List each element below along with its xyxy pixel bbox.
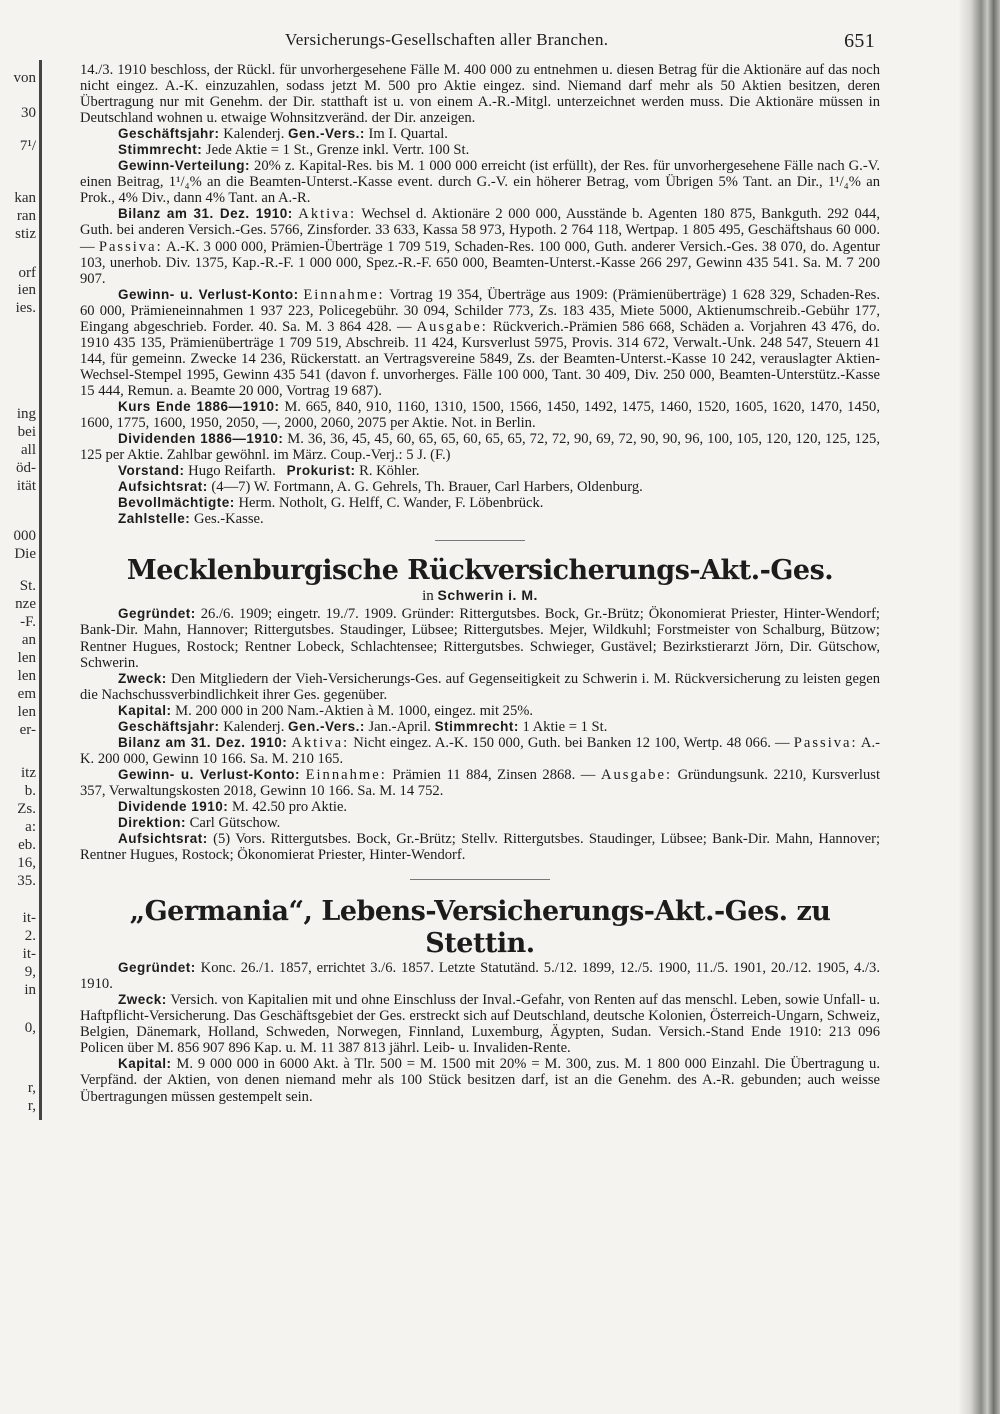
margin-fragment: kan <box>14 190 36 206</box>
aufsichtsrat-paragraph <box>80 479 880 495</box>
field-label: Dividenden 1886—1910: <box>118 431 284 447</box>
margin-fragment: 16, <box>17 855 36 871</box>
field-label: Gen.-Vers.: <box>288 126 365 142</box>
field-label: Zweck: <box>118 992 167 1008</box>
margin-fragment: 7¹/ <box>19 138 36 154</box>
field-label: Gewinn- u. Verlust-Konto: <box>118 286 299 302</box>
field-label: Gegründet: <box>118 960 196 976</box>
field-value: (4—7) W. Fortmann, A. G. Gehrels, Th. Brauer, Carl Harbers, Oldenburg. <box>211 479 643 496</box>
gegruendet-paragraph <box>80 960 880 992</box>
bevollmaechtigte-paragraph <box>80 495 880 511</box>
field-value: A.-K. 3 000 000, Prämien-Überträge 1 709 519, Schaden-Res. 100 000, Guth. anderer Versich.-Ges. 38 070, do. Agentur 103, unerhob. Div. 1375, Kap.-R.-F. 1 000 000, Spez.-R.-F. 650 000, Beamten-Unterst.-Kasse 266 297, Gewinn 435 541. Sa. M. 7 200 907. <box>80 238 881 287</box>
field-label: Prokurist: <box>286 463 356 479</box>
margin-fragment: 30 <box>21 105 36 121</box>
margin-fragment: -F. <box>20 614 36 630</box>
gewinn-verteilung-paragraph <box>80 158 880 206</box>
aufsichtsrat-paragraph <box>80 831 880 863</box>
margin-fragment: bei <box>17 424 36 440</box>
field-value: Vortrag 19 354, Überträge aus 1909: (Prämienüberträge) 1 628 329, Schaden-Res. 60 000, Prämieneinnahmen 1 937 223, Policegebühr. 30 094, Schilder 773, Zs. 183 435, Miete 5000, Aktienumschreib.-Gebühr 177, Eingang abgeschrieb. Forder. 40. Sa. M. 3 864 428. — <box>80 286 880 335</box>
field-value: A.-K. 200 000, Gewinn 10 166. Sa. M. 210 165. <box>80 734 880 767</box>
margin-fragment: nze <box>15 596 36 612</box>
kapital-paragraph <box>80 1056 880 1104</box>
margin-fragment: Zs. <box>17 801 36 817</box>
dividenden-paragraph <box>80 431 880 463</box>
field-label: Gen.-Vers.: <box>288 718 365 734</box>
field-value: Kalenderj. <box>223 718 285 735</box>
field-value: Konc. 26./1. 1857, errichtet 3./6. 1857. Letzte Statutänd. 5./12. 1899, 12./5. 1900, 11./5. 1901, 20./12. 1905, 4./3. 1910. <box>80 960 880 993</box>
field-label: Stimmrecht: <box>118 142 203 158</box>
margin-fragment: 0, <box>24 1020 36 1036</box>
field-label: Geschäftsjahr: <box>118 126 220 142</box>
margin-fragment: an <box>21 632 36 648</box>
location-name: Schwerin i. M. <box>437 587 538 604</box>
zweck-paragraph <box>80 992 880 1056</box>
field-value: Den Mitgliedern der Vieh-Versicherungs-Ges. auf Gegenseitigkeit zu Schwerin i. M. Rückversicherung zu leisten gegen die Nachschussverbindlichkeit ihrer Ges. gegenüber. <box>80 670 880 703</box>
margin-fragment: Die <box>14 546 36 562</box>
aktiva-label: Aktiva: <box>298 206 357 223</box>
margin-fragment: in <box>24 982 36 998</box>
field-label: Aufsichtsrat: <box>118 479 208 495</box>
kapital-paragraph <box>80 703 880 719</box>
section-divider <box>410 879 550 880</box>
margin-fragment: len <box>17 668 36 684</box>
kurs-paragraph <box>80 399 880 431</box>
field-label: Kurs Ende 1886—1910: <box>118 398 280 414</box>
ausgabe-label: Ausgabe: <box>416 318 488 335</box>
margin-fragment: all <box>21 442 36 458</box>
direktion-paragraph <box>80 815 880 831</box>
field-value: Gründungsunk. 2210, Kursverlust 357, Verwaltungskosten 2018, Gewinn 10 166. Sa. M. 14 752. <box>80 766 881 799</box>
passiva-label: Passiva: <box>793 734 858 751</box>
field-label: Gewinn- u. Verlust-Konto: <box>118 766 301 782</box>
company-title: Mecklenburgische Rückversicherungs-Akt.-Ges. <box>126 555 834 587</box>
margin-fragment: b. <box>24 783 36 799</box>
einnahme-label: Einnahme: <box>305 766 387 783</box>
intro-paragraph: 14./3. 1910 beschloss, der Rückl. für unvorhergesehene Fälle M. 400 000 zu entnehmen u. diesen Betrag für die Aktionäre auf das noch nicht eingez. A.-K. einzuzahlen, sodass jetzt M. 500 pro Aktie eingez. sind. Niemand darf mehr als 50 Aktien besitzen, deren Übertragung nur mit Genehm. der Dir. statthaft ist u. von einem A.-R.-Mitgl. unterzeichnet werden muss. Die Aktionäre müssen in Deutschland wohnen u. etwaige Wohnsitzveränd. der Dir. anzeigen. <box>80 62 880 127</box>
field-label: Kapital: <box>118 1056 172 1072</box>
margin-fragment: 35. <box>17 873 36 889</box>
field-label: Bilanz am 31. Dez. 1910: <box>118 206 293 222</box>
field-value: Kalenderj. <box>223 126 285 143</box>
field-value: M. 42.50 pro Aktie. <box>231 798 348 815</box>
margin-fragment: ies. <box>15 300 36 316</box>
margin-fragment: ität <box>16 478 36 494</box>
zahlstelle-paragraph <box>80 511 880 527</box>
margin-fragment: 9, <box>24 964 36 980</box>
field-label: Vorstand: <box>118 463 185 479</box>
vorstand-paragraph <box>80 463 880 479</box>
adjacent-page-margin <box>0 60 42 1120</box>
margin-fragment: eb. <box>18 837 36 853</box>
margin-fragment: von <box>13 70 36 86</box>
aktiva-label: Aktiva: <box>291 734 350 751</box>
margin-fragment: orf <box>18 265 36 281</box>
margin-fragment: St. <box>19 578 36 594</box>
field-label: Gewinn-Verteilung: <box>118 158 251 174</box>
margin-fragment: itz <box>21 765 36 781</box>
field-value: (5) Vors. Rittergutsbes. Bock, Gr.-Brütz; Stellv. Rittergutsbes. Staudinger, Lübsee; Bank-Dir. Mahn, Hannover; Rentner Hugues, Rostock; Ökonomierat Priester, Hinter-Wendorf. <box>80 831 881 864</box>
field-label: Gegründet: <box>118 606 196 622</box>
margin-fragment: len <box>17 704 36 720</box>
field-value: Jan.-April. <box>368 718 431 735</box>
field-value: 26./6. 1909; eingetr. 19./7. 1909. Gründer: Rittergutsbes. Bock, Gr.-Brütz; Ökonomierat Priester, Hinter-Wendorf; Bank-Dir. Mahn, Hannover; Rittergutsbes. Staudinger, Lübsee; Rittergutsbes. Mejer, Wildkuhl; Forstmeister von Schalburg, Bützow; Rentner Hugues, Rostock; Rentner Lobeck, Schlachtensee; Rittergutsbes. Schwieger, Gustävel; Bezirkstierarzt Jörn, Dir. Gütschow, Schwerin. <box>80 606 880 671</box>
margin-fragment: r, <box>27 1098 36 1114</box>
field-value: M. 665, 840, 910, 1160, 1310, 1500, 1566, 1450, 1492, 1475, 1460, 1520, 1605, 1620, 1470, 1450, 1600, 1775, 1600, 1950, 2050, —, 2000, 2060, 2075 per Aktie. Not. in Berlin. <box>80 398 880 432</box>
ausgabe-label: Ausgabe: <box>600 766 673 783</box>
field-value: Prämien 11 884, Zinsen 2868. — <box>392 766 596 783</box>
field-label: Dividende 1910: <box>118 798 229 814</box>
field-value: M. 9 000 000 in 6000 Akt. à Tlr. 500 = M. 1500 mit 20% = M. 300, zus. M. 1 800 000 Einzahl. Die Übertragung u. Verpfänd. der Aktien, von denen niemand mehr als 100 Stück besitzen darf, ist an die Genehm. des A.-R. gebunden; auch weisse Übertragungen müssen gestempelt sein. <box>80 1056 880 1105</box>
field-label: Aufsichtsrat: <box>118 831 208 847</box>
field-value: Ges.-Kasse. <box>193 511 264 528</box>
dividende-paragraph <box>80 799 880 815</box>
page-body <box>80 62 880 1105</box>
passiva-label: Passiva: <box>98 238 163 255</box>
company-location <box>80 587 880 604</box>
company-title: „Germania“, Lebens-Versicherungs-Akt.-Ges. zu Stettin. <box>129 896 831 960</box>
margin-fragment: it- <box>22 946 36 962</box>
gewinn-verlust-paragraph <box>80 767 880 799</box>
section-divider <box>435 540 525 541</box>
margin-fragment: 000 <box>13 528 36 544</box>
book-edge <box>958 0 1000 1414</box>
field-value: Carl Gütschow. <box>189 815 281 832</box>
location-prefix: in <box>422 588 434 605</box>
running-header <box>285 30 875 50</box>
gewinn-verlust-paragraph <box>80 287 880 399</box>
margin-fragment: ien <box>17 282 36 298</box>
field-value: M. 36, 36, 45, 45, 60, 65, 65, 60, 65, 65, 72, 72, 90, 69, 72, 90, 90, 96, 100, 105, 120, 120, 125, 125, 125 per Aktie. Zahlbar gewöhnl. im März. Coup.-Verj.: 5 J. (F.) <box>80 431 880 464</box>
field-label: Kapital: <box>118 702 172 718</box>
margin-fragment: ran <box>16 208 36 224</box>
field-label: Geschäftsjahr: <box>118 718 220 734</box>
field-label: Bevollmächtigte: <box>118 495 235 511</box>
margin-fragment: öd- <box>16 460 36 476</box>
margin-fragment: stiz <box>15 226 36 242</box>
field-value: Wechsel d. Aktionäre 2 000 000, Ausstände b. Agenten 180 875, Bankguth. 292 044, Guth. bei anderen Versich.-Ges. 5766, Zinsforder. 33 633, Kassa 58 973, Hypoth. 2 764 118, Wertpap. 1 805 495, Geschäftshaus 60 000. — <box>80 206 880 255</box>
field-label: Direktion: <box>118 815 187 831</box>
field-value: Herm. Notholt, G. Helff, C. Wander, F. Löbenbrück. <box>238 495 544 512</box>
margin-fragment: 2. <box>24 928 36 944</box>
field-value: Jede Aktie = 1 St., Grenze inkl. Vertr. 100 St. <box>205 142 470 159</box>
bilanz-paragraph <box>80 735 880 767</box>
geschaeftsjahr-paragraph <box>80 719 880 735</box>
field-value: Nicht eingez. A.-K. 150 000, Guth. bei Banken 12 100, Wertp. 48 066. — <box>353 734 790 751</box>
field-value: Rückverich.-Prämien 586 668, Schäden a. Vorjahren 43 476, do. 1910 435 135, Prämienüberträge 1 709 519, Abschreib. 11 424, Kursverlust 5975, Provis. 314 672, Verwalt.-Unk. 248 547, Steuern 41 144, für gemeinn. Zwecke 14 236, Rückerstatt. an Vertragsvereine 5849, Zs. der Beamten-Unterst.-Kasse 10 242, verauslagter Aktien-Wechsel-Stempel 1995, Gewinn 435 541 (davon f. unvorherges. Fälle 100 000, Tant. 30 409, Div. 250 000, Beamten-Unterstütz.-Kasse 15 444, Remun. a. Beamte 20 000, Vortrag 19 687). <box>80 318 880 399</box>
field-label: Zweck: <box>118 670 167 686</box>
field-value: Versich. von Kapitalien mit und ohne Einschluss der Inval.-Gefahr, von Renten auf das menschl. Leben, sowie Unfall- u. Haftpflicht-Versicherung. Das Geschäftsgebiet der Ges. erstreckt sich auf Deutschland, deutsche Kolonien, Österreich-Ungarn, Schweiz, Belgien, Dänemark, Holland, Schweden, Norwegen, Finnland, Luxemburg, Ägypten, Sudan. Versich.-Stand Ende 1910: 213 096 Policen über M. 856 907 896 Kap. u. M. 11 387 813 jährl. Leib- u. Invaliden-Rente. <box>80 992 880 1057</box>
einnahme-label: Einnahme: <box>303 286 385 303</box>
stimmrecht-paragraph <box>80 142 880 158</box>
field-value: Im I. Quartal. <box>368 126 448 143</box>
field-label: Zahlstelle: <box>118 511 191 527</box>
margin-fragment: it- <box>22 910 36 926</box>
margin-fragment: r, <box>27 1080 36 1096</box>
page-number: 651 <box>844 30 875 52</box>
field-label: Stimmrecht: <box>434 718 519 734</box>
field-value: Hugo Reifarth. <box>188 463 276 480</box>
geschaeftsjahr-paragraph <box>80 126 880 142</box>
running-title: Versicherungs-Gesellschaften aller Branchen. <box>285 30 609 49</box>
margin-fragment: a: <box>25 819 36 835</box>
field-value: 1 Aktie = 1 St. <box>522 718 608 735</box>
margin-fragment: er- <box>19 722 36 738</box>
bilanz-paragraph <box>80 206 880 286</box>
margin-fragment: ing <box>16 406 36 422</box>
gegruendet-paragraph <box>80 606 880 670</box>
field-label: Bilanz am 31. Dez. 1910: <box>118 734 288 750</box>
field-value: R. Köhler. <box>359 463 420 480</box>
zweck-paragraph <box>80 671 880 703</box>
margin-fragment: len <box>17 650 36 666</box>
field-value: 20% z. Kapital-Res. bis M. 1 000 000 erreicht (ist erfüllt), der Res. für unvorhergesehene Fälle nach G.-V. einen Beitrag, 1¹/₄% an die Beamten-Unterst.-Kasse event. durch G.-V. ein höherer Betrag, vom Übrigen 5% Tant. an Dir., 1¹/₄% an Prok., 4% Div., dann 4% Tant. an A.-R. <box>80 158 880 207</box>
margin-fragment: em <box>17 686 36 702</box>
field-value: M. 200 000 in 200 Nam.-Aktien à M. 1000, eingez. mit 25%. <box>175 702 534 719</box>
